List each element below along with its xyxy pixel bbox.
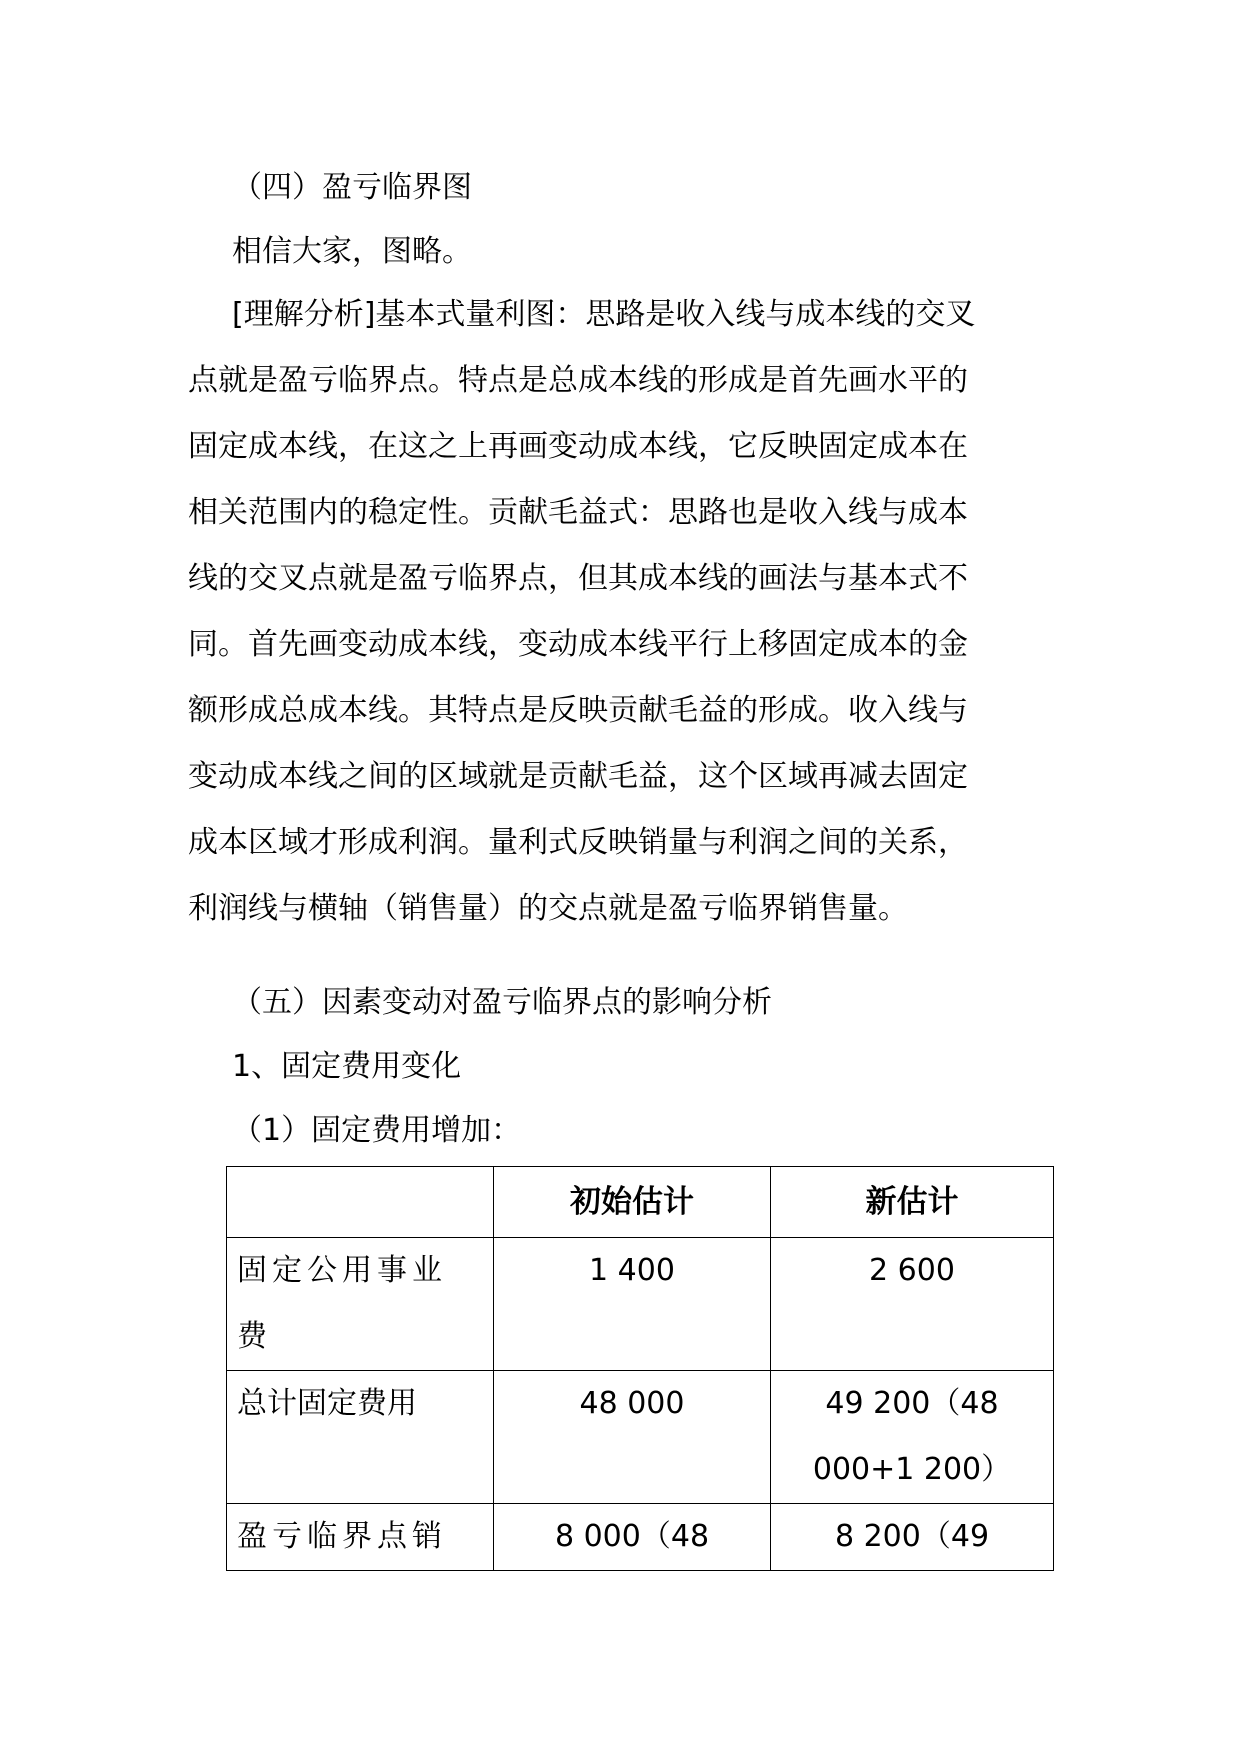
fixed-cost-table <box>226 1166 1054 1571</box>
header-cell-empty <box>227 1167 494 1238</box>
paragraph-line: 成本区域才形成利润。量利式反映销量与利润之间的关系， <box>188 825 968 860</box>
value-line: 48 000 <box>579 1386 685 1421</box>
row-label-line: 固定公用事业 <box>237 1253 447 1288</box>
value-line: 49 200（48 <box>825 1386 999 1421</box>
paragraph-line: [理解分析]基本式量利图：思路是收入线与成本线的交叉 <box>232 297 976 332</box>
row-label <box>227 1371 494 1504</box>
value-line: 1 400 <box>589 1253 675 1288</box>
value-line: 8 000（48 <box>554 1519 710 1554</box>
value-line: 2 600 <box>869 1253 955 1288</box>
initial-value <box>494 1238 771 1371</box>
item-1-1-heading: （1）固定费用增加： <box>232 1113 522 1148</box>
paragraph-line: 额形成总成本线。其特点是反映贡献毛益的形成。收入线与 <box>188 693 968 728</box>
paragraph-line: 利润线与横轴（销售量）的交点就是盈亏临界销售量。 <box>188 891 908 926</box>
section-5-heading: （五）因素变动对盈亏临界点的影响分析 <box>232 985 772 1020</box>
row-label <box>227 1504 494 1571</box>
value-line: 000+1 200） <box>812 1452 1012 1487</box>
value-line: 8 200（49 <box>834 1519 990 1554</box>
header-cell-initial: 初始估计 <box>494 1167 771 1238</box>
paragraph-line: 同。首先画变动成本线，变动成本线平行上移固定成本的金 <box>188 627 968 662</box>
table-row <box>227 1504 1054 1571</box>
item-1-heading: 1、固定费用变化 <box>232 1049 462 1084</box>
new-value <box>771 1504 1054 1571</box>
row-label-line: 总计固定费用 <box>237 1386 417 1421</box>
paragraph-line: 点就是盈亏临界点。特点是总成本线的形成是首先画水平的 <box>188 363 968 398</box>
header-cell-new: 新估计 <box>771 1167 1054 1238</box>
new-value <box>771 1238 1054 1371</box>
new-value <box>771 1371 1054 1504</box>
initial-value <box>494 1371 771 1504</box>
initial-value <box>494 1504 771 1571</box>
paragraph-line: 相关范围内的稳定性。贡献毛益式：思路也是收入线与成本 <box>188 495 968 530</box>
paragraph-line: 固定成本线，在这之上再画变动成本线，它反映固定成本在 <box>188 429 968 464</box>
section-4-heading: （四）盈亏临界图 <box>232 170 472 205</box>
table-row <box>227 1371 1054 1504</box>
short-paragraph: 相信大家，图略。 <box>232 234 472 269</box>
paragraph-line: 变动成本线之间的区域就是贡献毛益，这个区域再减去固定 <box>188 759 968 794</box>
analysis-paragraph <box>188 282 1058 942</box>
table-row <box>227 1238 1054 1371</box>
row-label-line: 费 <box>237 1319 272 1354</box>
paragraph-line: 线的交叉点就是盈亏临界点，但其成本线的画法与基本式不 <box>188 561 968 596</box>
row-label <box>227 1238 494 1371</box>
row-label-line: 盈亏临界点销 <box>237 1519 447 1554</box>
table-header-row <box>227 1167 1054 1238</box>
